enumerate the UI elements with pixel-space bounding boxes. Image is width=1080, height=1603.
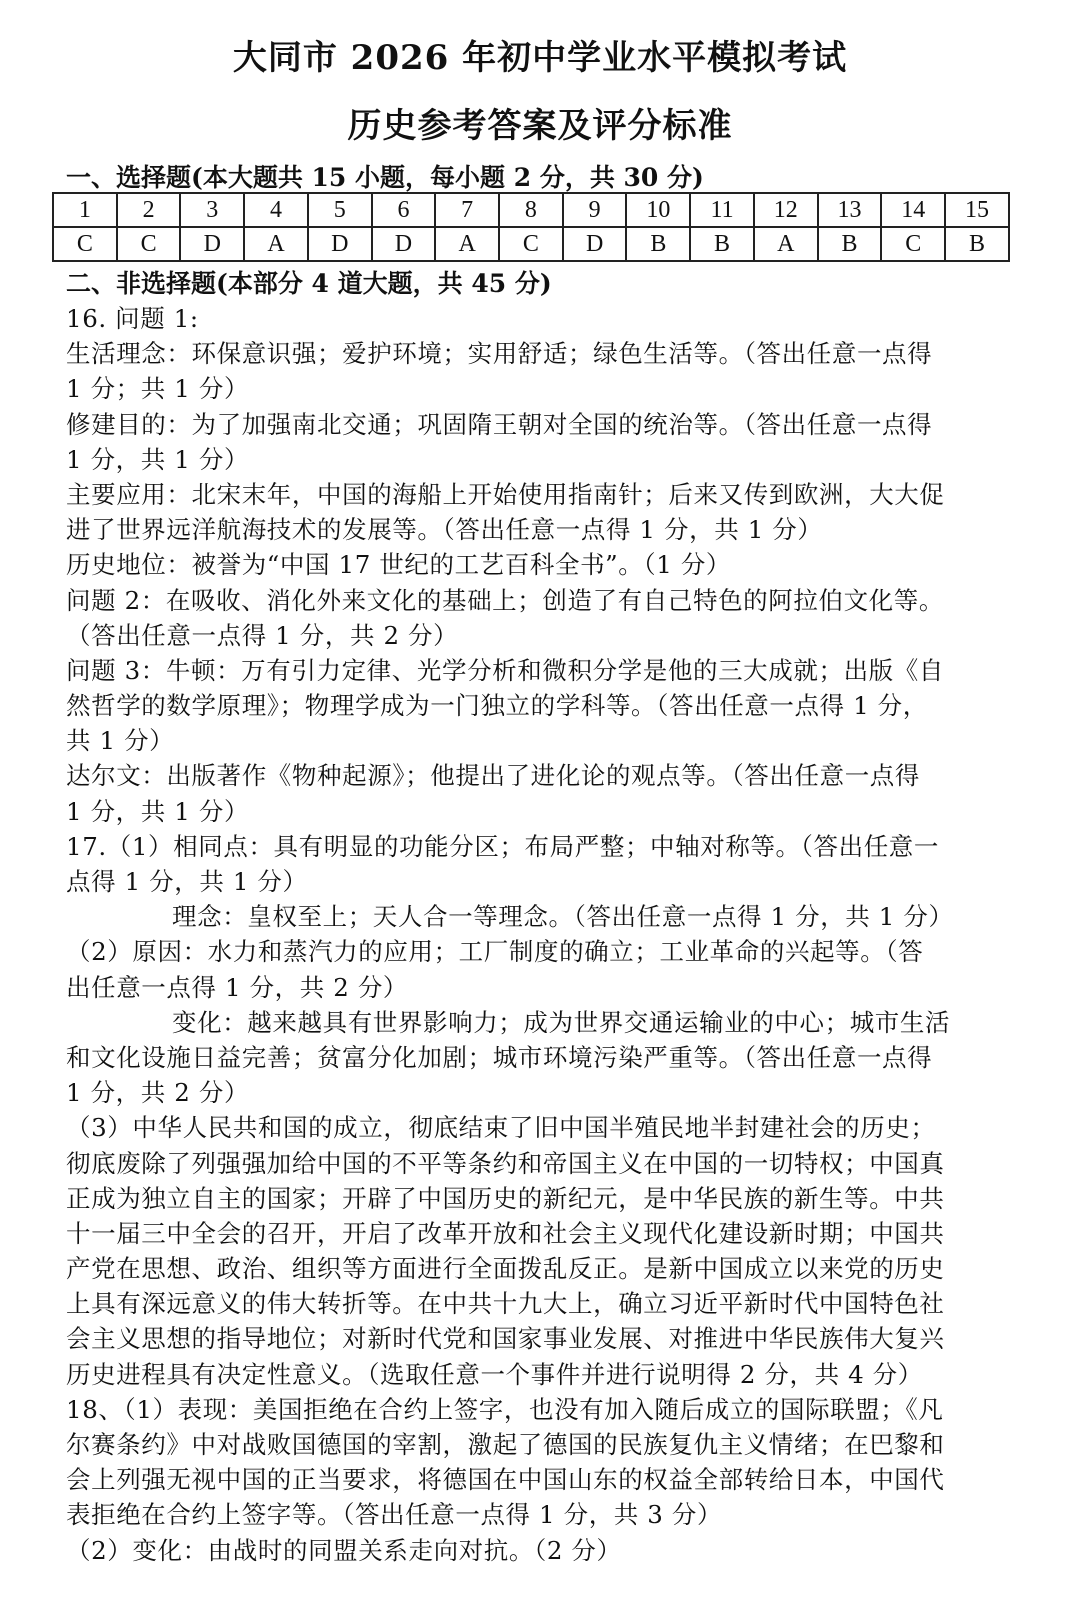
answer-cell: A bbox=[435, 227, 499, 261]
text-line: 上具有深远意义的伟大转折等。在中共十九大上，确立习近平新时代中国特色社 bbox=[66, 1289, 945, 1319]
text-line: 尔赛条约》中对战败国德国的宰割，激起了德国的民族复仇主义情绪；在巴黎和 bbox=[66, 1430, 945, 1459]
text-line: （3）中华人民共和国的成立，彻底结束了旧中国半殖民地半封建社会的历史； bbox=[66, 1113, 936, 1143]
text-line: 正成为独立自主的国家；开辟了中国历史的新纪元，是中华民族的新生等。中共 bbox=[66, 1183, 945, 1213]
question-number-cell: 3 bbox=[180, 193, 244, 227]
text-line: 变化：越来越具有世界影响力；成为世界交通运输业的中心；城市生活 bbox=[172, 1007, 951, 1037]
answer-cell: A bbox=[754, 227, 818, 261]
text-line: 理念：皇权至上；天人合一等理念。（答出任意一点得 1 分，共 1 分） bbox=[172, 902, 954, 932]
question-number-cell: 14 bbox=[881, 193, 945, 227]
text-line: 然哲学的数学原理》；物理学成为一门独立的学科等。（答出任意一点得 1 分， bbox=[66, 691, 928, 721]
section-multiple-choice-heading: 一、选择题(本大题共 15 小题，每小题 2 分，共 30 分) bbox=[66, 163, 704, 192]
text-line: 1 分，共 1 分） bbox=[66, 444, 250, 474]
question-number-cell: 12 bbox=[754, 193, 818, 227]
exam-title: 大同市 2026 年初中学业水平模拟考试 bbox=[232, 38, 848, 78]
section-essay-heading: 二、非选择题(本部分 4 道大题，共 45 分) bbox=[66, 269, 552, 298]
answer-body bbox=[66, 301, 1006, 1603]
question-number-cell: 7 bbox=[435, 193, 499, 227]
text-line bbox=[66, 1568, 1006, 1603]
question-number-row bbox=[53, 193, 1009, 227]
text-line: 出任意一点得 1 分，共 2 分） bbox=[66, 972, 409, 1002]
text-line: 问题 3：牛顿：万有引力定律、光学分析和微积分学是他的三大成就；出版《自 bbox=[66, 655, 944, 685]
question-number-cell: 11 bbox=[690, 193, 754, 227]
text-line: 问题 2：在吸收、消化外来文化的基础上；创造了有自己特色的阿拉伯文化等。 bbox=[66, 585, 944, 615]
text-line: 达尔文：出版著作《物种起源》；他提出了进化论的观点等。（答出任意一点得 bbox=[66, 761, 920, 791]
text-line: 修建目的：为了加强南北交通；巩固隋王朝对全国的统治等。（答出任意一点得 bbox=[66, 409, 933, 439]
text-line: 会上列强无视中国的正当要求，将德国在中国山东的权益全部转给日本，中国代 bbox=[66, 1465, 945, 1495]
text-line: 会主义思想的指导地位；对新时代党和国家事业发展、对推进中华民族伟大复兴 bbox=[66, 1324, 945, 1354]
text-line: 17.（1）相同点：具有明显的功能分区；布局严整；中轴对称等。（答出任意一 bbox=[66, 831, 939, 861]
answer-cell: D bbox=[180, 227, 244, 261]
text-line: 进了世界远洋航海技术的发展等。（答出任意一点得 1 分，共 1 分） bbox=[66, 515, 823, 545]
text-line: 彻底废除了列强强加给中国的不平等条约和帝国主义在中国的一切特权；中国真 bbox=[66, 1148, 945, 1178]
question-number-cell: 6 bbox=[372, 193, 436, 227]
text-line: （答出任意一点得 1 分，共 2 分） bbox=[66, 620, 459, 650]
answer-cell: B bbox=[626, 227, 690, 261]
answer-cell: D bbox=[563, 227, 627, 261]
question-number-cell: 13 bbox=[818, 193, 882, 227]
text-line: 主要应用：北宋末年，中国的海船上开始使用指南针；后来又传到欧洲，大大促 bbox=[66, 479, 945, 509]
question-number-cell: 1 bbox=[53, 193, 117, 227]
text-line: 表拒绝在合约上签字等。（答出任意一点得 1 分，共 3 分） bbox=[66, 1500, 723, 1530]
text-line: 1 分，共 2 分） bbox=[66, 1078, 250, 1108]
text-line: 和文化设施日益完善；贫富分化加剧；城市环境污染严重等。（答出任意一点得 bbox=[66, 1042, 933, 1072]
answer-cell: C bbox=[881, 227, 945, 261]
answer-cell: C bbox=[117, 227, 181, 261]
question-number-cell: 9 bbox=[563, 193, 627, 227]
question-number-cell: 10 bbox=[626, 193, 690, 227]
answer-cell: A bbox=[244, 227, 308, 261]
text-line: 产党在思想、政治、组织等方面进行全面拨乱反正。是新中国成立以来党的历史 bbox=[66, 1254, 945, 1284]
text-line: 历史地位：被誉为“中国 17 世纪的工艺百科全书”。（1 分） bbox=[66, 550, 732, 580]
text-line: 1 分，共 1 分） bbox=[66, 796, 250, 826]
question-number-cell: 8 bbox=[499, 193, 563, 227]
text-line: 1 分；共 1 分） bbox=[66, 374, 250, 404]
text-line: 生活理念：环保意识强；爱护环境；实用舒适；绿色生活等。（答出任意一点得 bbox=[66, 339, 933, 369]
answer-cell: B bbox=[945, 227, 1009, 261]
question-number-cell: 15 bbox=[945, 193, 1009, 227]
answer-cell: C bbox=[499, 227, 563, 261]
text-line: 十一届三中全会的召开，开启了改革开放和社会主义现代化建设新时期；中国共 bbox=[66, 1218, 945, 1248]
answer-cell: D bbox=[308, 227, 372, 261]
answer-key-subtitle: 历史参考答案及评分标准 bbox=[347, 106, 733, 146]
text-line: 历史进程具有决定性意义。（选取任意一个事件并进行说明得 2 分，共 4 分） bbox=[66, 1359, 923, 1389]
answer-cell: B bbox=[818, 227, 882, 261]
text-line: （2）变化：由战时的同盟关系走向对抗。（2 分） bbox=[66, 1535, 622, 1565]
answer-cell: D bbox=[372, 227, 436, 261]
text-line: 18、（1）表现：美国拒绝在合约上签字，也没有加入随后成立的国际联盟；《凡 bbox=[66, 1394, 944, 1424]
text-line: （2）原因：水力和蒸汽力的应用；工厂制度的确立；工业革命的兴起等。（答 bbox=[66, 937, 924, 967]
answer-table bbox=[52, 192, 1010, 262]
text-line: 共 1 分） bbox=[66, 726, 175, 756]
answer-cell: B bbox=[690, 227, 754, 261]
answer-cell: C bbox=[53, 227, 117, 261]
question-number-cell: 5 bbox=[308, 193, 372, 227]
question-number-cell: 2 bbox=[117, 193, 181, 227]
answer-row bbox=[53, 227, 1009, 261]
text-line: 点得 1 分，共 1 分） bbox=[66, 867, 308, 896]
question-number-cell: 4 bbox=[244, 193, 308, 227]
text-line: 16. 问题 1: bbox=[66, 304, 199, 333]
